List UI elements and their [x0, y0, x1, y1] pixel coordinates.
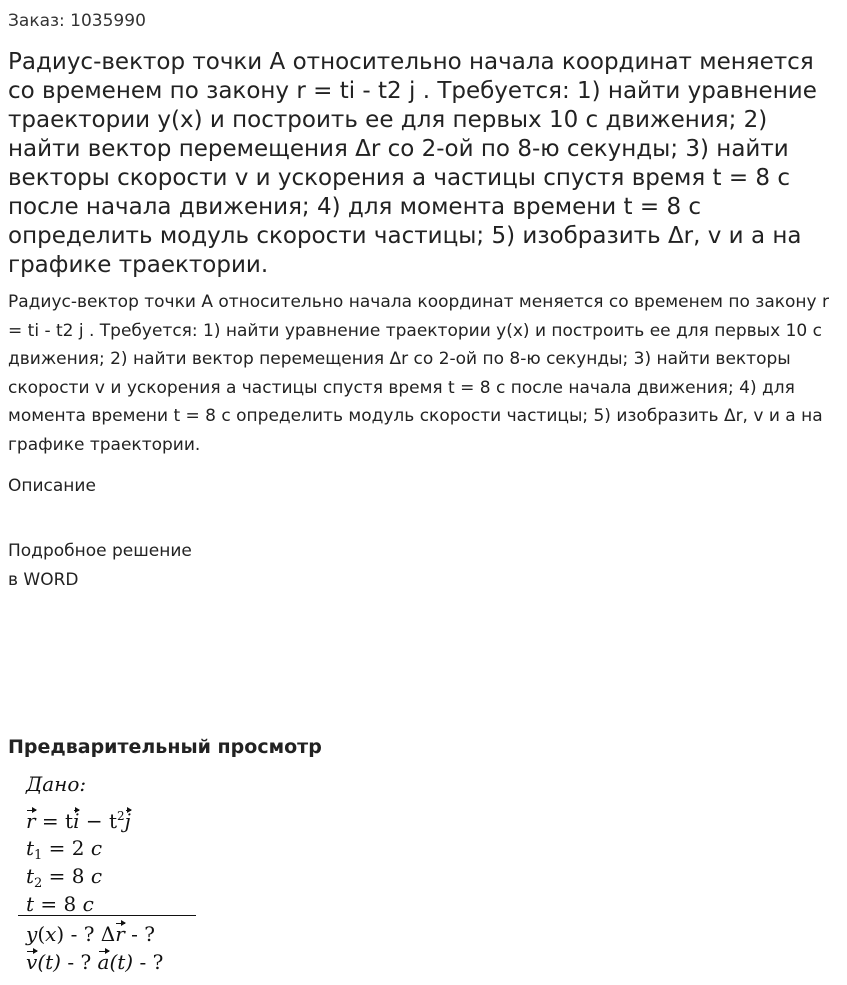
- preview-t1-var: t: [26, 836, 35, 860]
- preview-q1: - ?: [64, 922, 101, 946]
- preview-t-unit: c: [82, 892, 94, 916]
- preview-square: 2: [117, 809, 125, 823]
- solution-info: [8, 537, 192, 595]
- preview-t1-sub: 1: [34, 848, 43, 863]
- preview-x: x: [45, 922, 57, 946]
- preview-t-val: = 8: [34, 892, 83, 916]
- preview-t-var: t: [26, 892, 35, 916]
- preview-t2-var: t: [26, 864, 35, 888]
- solution-line-2: в WORD: [8, 570, 79, 590]
- preview-y: y: [26, 922, 38, 946]
- preview-q3: - ?: [60, 950, 98, 974]
- preview-heading: Предварительный просмотр: [8, 736, 322, 758]
- preview-vt: (t): [37, 950, 61, 974]
- preview-at: (t): [109, 950, 134, 974]
- preview-find-2: [26, 950, 163, 974]
- preview-t: [26, 892, 94, 916]
- task-title: Радиус-вектор точки А относительно начала координат меняется со временем по закону r = ti - t2 j . Требуется: 1) найти уравнение траектории y(x) и построить ее для первых 10 с движения; 2) найти вектор перемещения Δr со 2-ой по 8-ю секунды; 3) найти векторы скорости v и ускорения a частицы спустя время t = 8 с после начала движения; 4) для момента времени t = 8 с определить модуль скорости частицы; 5) изобразить Δr, v и a на графике траектории.: [8, 49, 817, 278]
- preview-t2-unit: c: [90, 864, 103, 888]
- task-description: Радиус-вектор точки А относительно начала координат меняется со временем по закону r = ti - t2 j . Требуется: 1) найти уравнение траектории y(x) и построить ее для первых 10 с движения; 2) найти вектор перемещения Δr со 2-ой по 8-ю секунды; 3) найти векторы скорости v и ускорения a частицы спустя время t = 8 с после начала движения; 4) для момента времени t = 8 с определить модуль скорости частицы; 5) изобразить Δr, v и a на графике траектории.: [8, 292, 830, 455]
- preview-t2-val: = 8: [42, 864, 91, 888]
- preview-r-eq: = t: [35, 809, 74, 833]
- preview-open-paren: (: [37, 922, 46, 946]
- preview-q4: - ?: [133, 950, 164, 974]
- preview-j-vector: j: [124, 809, 131, 833]
- preview-t1-unit: c: [90, 836, 103, 860]
- preview-find-1: [26, 922, 155, 946]
- preview-delta: Δ: [100, 922, 116, 946]
- preview-minus-t: − t: [79, 809, 117, 833]
- preview-delta-r-vector: r: [115, 922, 125, 946]
- preview-image: [10, 768, 200, 978]
- solution-line-1: Подробное решение: [8, 541, 192, 561]
- preview-t2-sub: 2: [34, 876, 43, 891]
- preview-divider: [18, 915, 196, 916]
- description-label: Описание: [8, 476, 96, 496]
- preview-a-vector: a: [97, 950, 110, 974]
- preview-i-vector: i: [73, 809, 80, 833]
- preview-given: Дано:: [26, 772, 87, 796]
- preview-radius-vector: [26, 804, 131, 833]
- preview-q2: - ?: [124, 922, 155, 946]
- preview-v-vector: v: [26, 950, 38, 974]
- preview-r-vector: r: [26, 809, 36, 833]
- preview-t1-val: = 2: [42, 836, 91, 860]
- preview-close-paren: ): [56, 922, 65, 946]
- order-number: Заказ: 1035990: [8, 11, 146, 31]
